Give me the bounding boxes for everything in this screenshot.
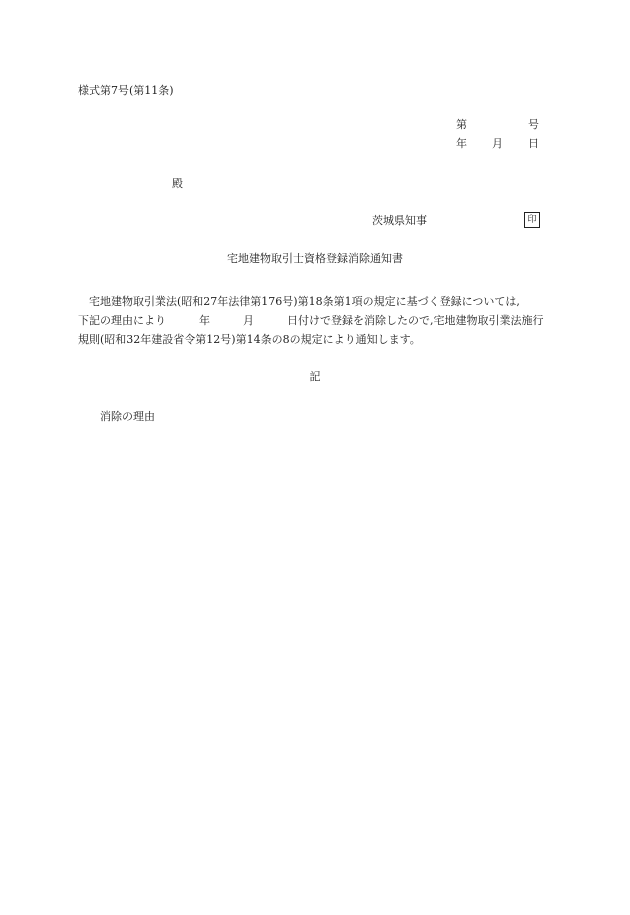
reason-label: 消除の理由 xyxy=(100,410,155,423)
notice-body-line: 宅地建物取引業法(昭和27年法律第176号)第18条第1項の規定に基づく登録については, xyxy=(78,295,520,308)
date-year-label: 年 xyxy=(456,137,467,150)
document-number-prefix: 第 xyxy=(456,118,467,131)
document-title: 宅地建物取引士資格登録消除通知書 xyxy=(227,252,403,265)
seal-stamp: 印 xyxy=(524,212,540,228)
addressee-honorific: 殿 xyxy=(172,177,183,190)
date-month-label: 月 xyxy=(492,137,503,150)
notice-body-line: 規則(昭和32年建設省令第12号)第14条の8の規定により通知します。 xyxy=(78,333,421,346)
document-number-suffix: 号 xyxy=(528,118,539,131)
date-day-label: 日 xyxy=(528,137,539,150)
issuer-name: 茨城県知事 xyxy=(372,214,427,227)
notice-body xyxy=(78,292,554,349)
form-number-label: 様式第7号(第11条) xyxy=(78,84,174,97)
notice-body-line: 下記の理由により 年 月 日付けで登録を消除したので,宅地建物取引業法施行 xyxy=(78,314,544,327)
ki-heading: 記 xyxy=(309,370,321,383)
